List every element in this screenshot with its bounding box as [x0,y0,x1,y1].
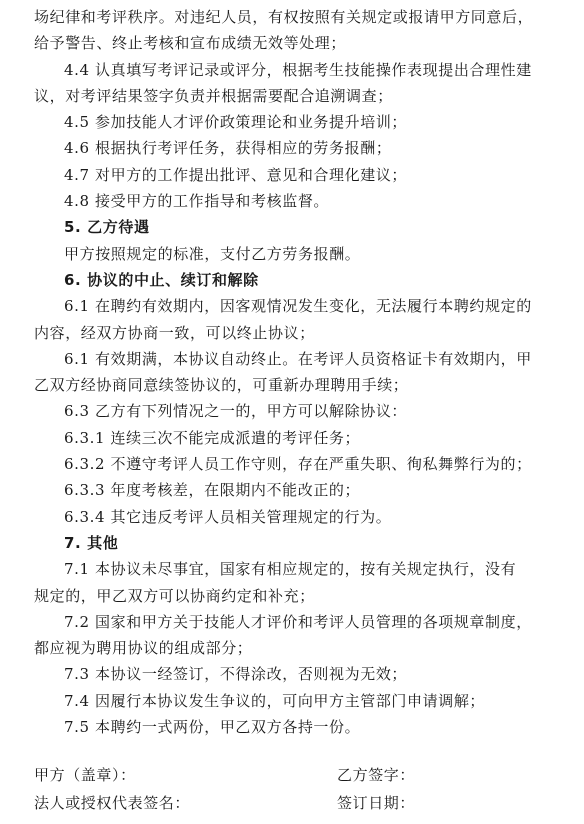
section-heading: 5. 乙方待遇 [64,218,150,237]
paragraph-line: 4.5 参加技能人才评价政策理论和业务提升培训； [64,113,408,132]
paragraph-line: 4.7 对甲方的工作提出批评、意见和合理化建议； [64,165,408,184]
paragraph-line: 4.4 认真填写考评记录或评分，根据考生技能操作表现提出合理性建 [64,60,532,79]
paragraph-line: 4.8 接受甲方的工作指导和考核监督。 [64,192,330,211]
paragraph-line: 6.3.3 年度考核差，在限期内不能改正的； [64,481,361,500]
paragraph-line: 6.3.4 其它违反考评人员相关管理规定的行为。 [64,507,392,526]
party-a-rep-label: 法人或授权代表签名： [34,794,191,812]
document-body [34,4,550,740]
paragraph-line: 内容，经双方协商一致，可以终止协议； [34,323,315,342]
paragraph-line: 7.4 因履行本协议发生争议的，可向甲方主管部门申请调解； [64,691,486,710]
sign-date-label: 签订日期： [337,794,416,812]
party-a-seal-label: 甲方（盖章）： [34,766,136,784]
paragraph-line: 甲方按照规定的标准，支付乙方劳务报酬。 [64,244,361,263]
paragraph-line: 6.3.2 不遵守考评人员工作守则，存在严重失职、徇私舞弊行为的； [64,455,532,474]
paragraph-line: 7.1 本协议未尽事宜，国家有相应规定的，按有关规定执行，没有 [64,560,517,579]
paragraph-line: 议，对考评结果签字负责并根据需要配合追溯调查； [34,86,393,105]
paragraph-line: 7.5 本聘约一式两份，甲乙双方各持一份。 [64,718,361,737]
paragraph-line: 给予警告、终止考核和宣布成绩无效等处理； [34,34,347,53]
paragraph-line: 场纪律和考评秩序。对违纪人员，有权按照有关规定或报请甲方同意后， [34,8,534,26]
paragraph-line: 7.2 国家和甲方关于技能人才评价和考评人员管理的各项规章制度， [64,612,532,631]
paragraph-line: 6.3 乙方有下列情况之一的，甲方可以解除协议： [64,402,408,421]
paragraph-line: 6.3.1 连续三次不能完成派遣的考评任务； [64,428,361,447]
paragraph-line: 6.1 在聘约有效期内，因客观情况发生变化，无法履行本聘约规定的 [64,297,532,316]
paragraph-line: 都应视为聘用协议的组成部分； [34,639,253,658]
paragraph-line: 乙双方经协商同意续签协议的，可重新办理聘用手续； [34,376,409,395]
party-b-sign-label: 乙方签字： [337,766,416,784]
paragraph-line: 规定的，甲乙双方可以协商约定和补充； [34,586,315,605]
paragraph-line: 4.6 根据执行考评任务，获得相应的劳务报酬； [64,139,392,158]
paragraph-line: 6.1 有效期满，本协议自动终止。在考评人员资格证卡有效期内，甲 [64,349,532,368]
section-heading: 6. 协议的中止、续订和解除 [64,270,259,289]
paragraph-line: 7.3 本协议一经签订，不得涂改，否则视为无效； [64,665,408,684]
section-heading: 7. 其他 [64,533,119,552]
